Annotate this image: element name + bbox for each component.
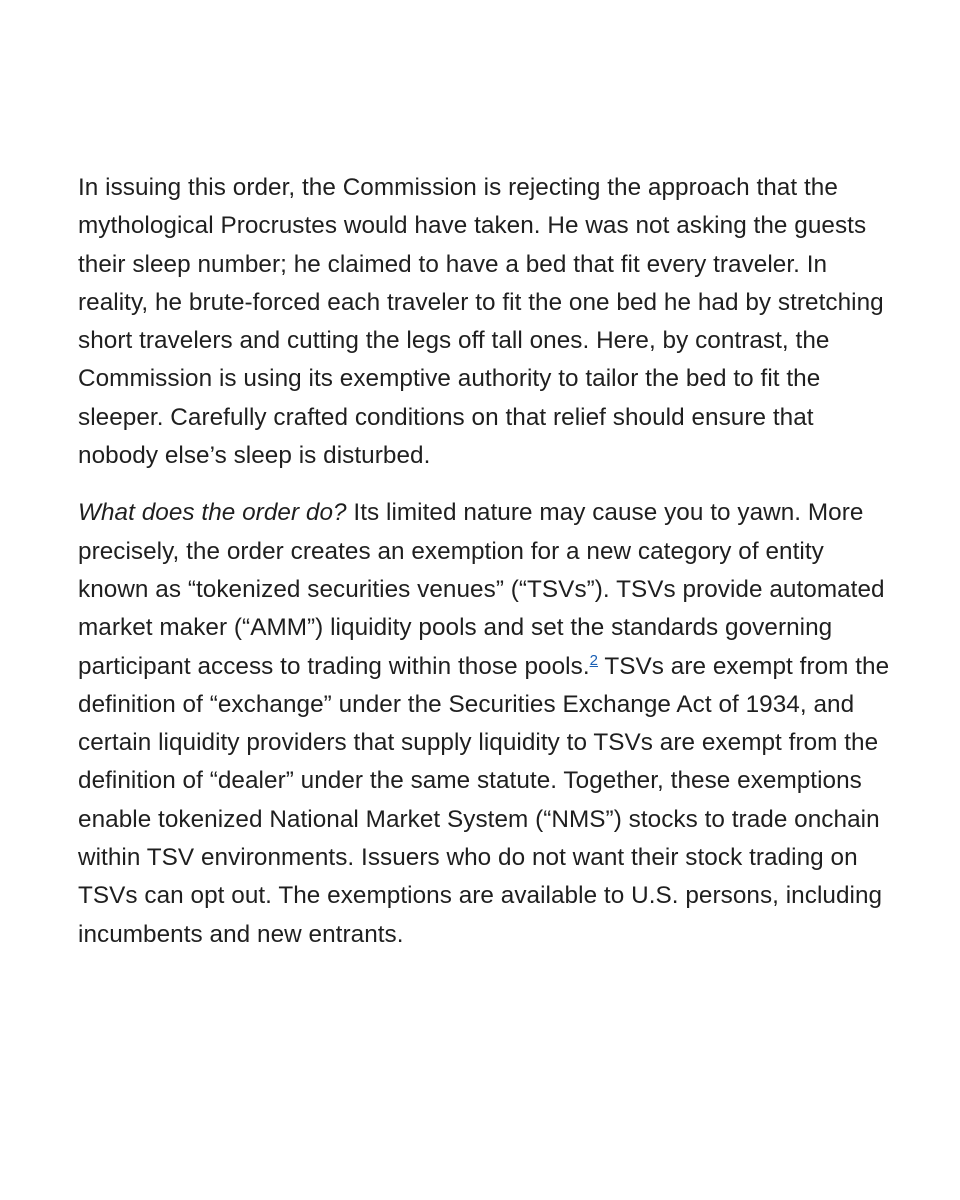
article-body: [78, 169, 893, 954]
paragraph-text-before-footnote: Its limited nature may cause you to yawn. More precisely, the order creates an exemption for a new category of entity known as “tokenized securities venues” (“TSVs”). TSVs provide automated market maker (“AMM”) liquidity pools and set the standards governing participant access to trading within those pools.: [78, 499, 885, 680]
paragraph-text-after-footnote: TSVs are exempt from the definition of “exchange” under the Securities Exchange Act of 1934, and certain liquidity providers that supply liquidity to TSVs are exempt from the definition of “dealer” under the same statute. Together, these exemptions enable tokenized National Market System (“NMS”) stocks to trade onchain within TSV environments. Issuers who do not want their stock trading on TSVs can opt out. The exemptions are available to U.S. persons, including incumbents and new entrants.: [78, 652, 890, 948]
paragraph-lead-question: What does the order do?: [78, 499, 347, 527]
footnote-link[interactable]: 2: [589, 651, 599, 669]
paragraph-what-does-order-do: [78, 494, 893, 954]
paragraph-procrustes: In issuing this order, the Commission is rejecting the approach that the mythological Procrustes would have taken. He was not asking the guests their sleep number; he claimed to have a bed that fit every traveler. In reality, he brute-forced each traveler to fit the one bed he had by stretching short travelers and cutting the legs off tall ones. Here, by contrast, the Commission is using its exemptive authority to tailor the bed to fit the sleeper. Carefully crafted conditions on that relief should ensure that nobody else’s sleep is disturbed.: [78, 174, 884, 470]
